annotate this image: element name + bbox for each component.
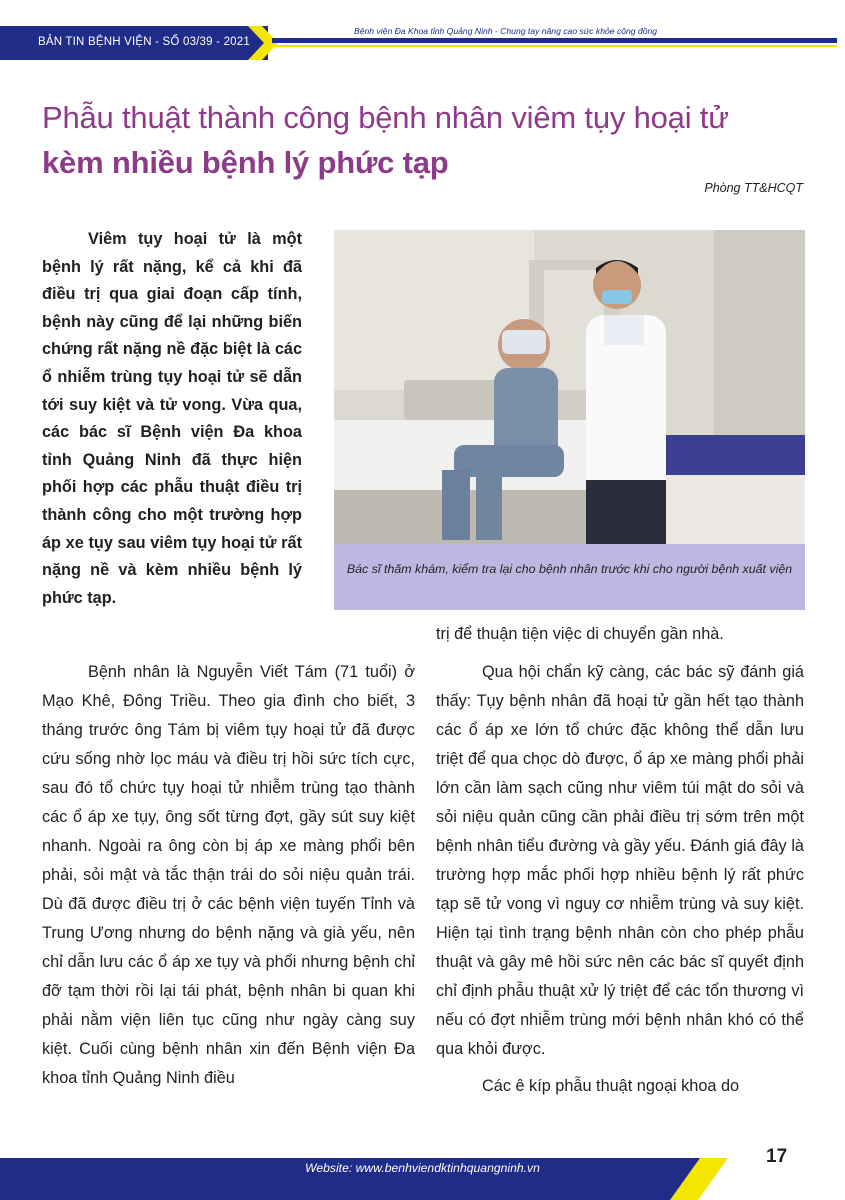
body-paragraph: Các ê kíp phẫu thuật ngoại khoa do (482, 1077, 740, 1095)
body-column-right (436, 658, 804, 1101)
article-photo (334, 230, 805, 544)
body-paragraph: Qua hội chẩn kỹ càng, các bác sỹ đánh giá thấy: Tụy bệnh nhân đã hoại tử gần hết tạo thành các ổ áp xe lớn tổ chức đặc không thể dẫn lưu triệt để qua chọc dò được, ổ áp xe màng phổi phải lớn cần làm sạch cũng như viêm túi mật do sỏi và sỏi niệu quản cũng cần phải điều trị sớm trên một bệnh nhân tiểu đường và gầy yếu. Đánh giá đây là trường hợp mắc phối hợp nhiều bệnh lý rất phức tạp sẽ tử vong vì nguy cơ nhiễm trùng và suy kiệt. Hiện tại tình trạng bệnh nhân còn cho phép phẫu thuật và gây mê hồi sức nên các bác sĩ quyết định chỉ định phẫu thuật xử lý triệt để các tổn thương vì nếu có đợt nhiễm trùng mới bệnh nhân khó có thể qua khỏi được. (436, 663, 804, 1058)
article-title-line1: Phẫu thuật thành công bệnh nhân viêm tụy hoại tử (42, 100, 729, 135)
page-number: 17 (766, 1146, 788, 1167)
article-title-line2: kèm nhiều bệnh lý phức tạp (42, 145, 449, 180)
header-chevron-icon (248, 26, 282, 60)
photo-caption: Bác sĩ thăm khám, kiểm tra lại cho bệnh nhân trước khi cho người bệnh xuất viện (346, 562, 793, 576)
newsletter-issue: BẢN TIN BỆNH VIỆN - SỐ 03/39 - 2021 (38, 36, 250, 48)
footer-website: Website: www.benhviendktinhquangninh.vn (305, 1161, 540, 1175)
body-column-right-top (436, 620, 804, 649)
body-paragraph: Bệnh nhân là Nguyễn Viết Tám (71 tuổi) ở Mạo Khê, Đông Triều. Theo gia đình cho biết, 3 tháng trước ông Tám bị viêm tụy hoại tử đã được cứu sống nhờ lọc máu và điều trị hồi sức tích cực, sau đó tổ chức tụy hoại tử nhiễm trùng tạo thành các ổ áp xe tụy, ông sốt từng đợt, gầy sút suy kiệt nhanh. Ngoài ra ông còn bị áp xe màng phổi bên phải, sỏi mật và tắc thận trái do sỏi niệu quản trái. Dù đã được điều trị ở các bệnh viện tuyến Tỉnh và Trung Ương nhưng do bệnh nặng và già yếu, nên chỉ dẫn lưu các ổ áp xe tụy và phổi nhưng bệnh chỉ đỡ tạm thời rồi lại tái phát, bệnh nhân bi quan khi phải nằm viện liên tục cũng như ngày càng suy kiệt. Cuối cùng bệnh nhân xin đến Bệnh viện Đa khoa tỉnh Quảng Ninh điều (42, 663, 415, 1087)
article-lead (42, 226, 302, 612)
body-column-left (42, 658, 415, 1093)
hospital-slogan: Bệnh viện Đa Khoa tỉnh Quảng Ninh - Chung tay nâng cao sức khỏe cộng đồng (354, 26, 658, 36)
header-rule-accent (272, 45, 837, 47)
photo-illustration (334, 230, 805, 544)
photo-caption-box (334, 544, 805, 610)
lead-paragraph: Viêm tụy hoại tử là một bệnh lý rất nặng, kể cả khi đã điều trị qua giai đoạn cấp tính, bệnh này cũng để lại những biến chứng rất nặng nề đặc biệt là các ổ nhiễm trùng tụy hoại tử sẽ dẫn tới suy kiệt và tử vong. Vừa qua, các bác sĩ Bệnh viện Đa khoa tỉnh Quảng Ninh đã thực hiện phối hợp các phẫu thuật điều trị thành công cho một trường hợp áp xe tụy sau viêm tụy hoại tử rất nặng nề và kèm nhiều bệnh lý phức tạp. (42, 230, 302, 607)
header-rule (272, 38, 837, 43)
article-author: Phòng TT&HCQT (704, 181, 803, 195)
body-paragraph-continued: trị để thuận tiện việc di chuyển gần nhà. (436, 625, 724, 643)
